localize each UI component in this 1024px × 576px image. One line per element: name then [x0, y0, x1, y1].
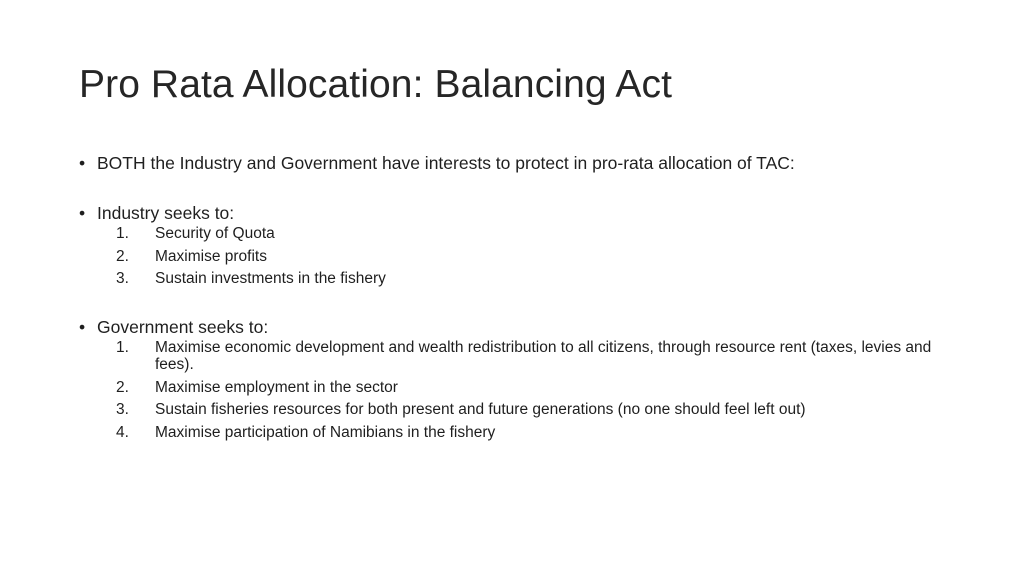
list-number: 3. [116, 270, 129, 287]
bullet-industry [79, 203, 949, 223]
bullet-text: Industry seeks to: [97, 203, 235, 223]
slide-title: Pro Rata Allocation: Balancing Act [79, 63, 673, 106]
slide-content [79, 153, 949, 446]
list-item [79, 225, 949, 242]
list-item [79, 401, 949, 418]
list-item-text: Maximise profits [155, 247, 267, 265]
bullet-text: Government seeks to: [97, 317, 269, 337]
list-item [79, 379, 949, 396]
list-item-text: Security of Quota [155, 225, 275, 242]
bullet-government [79, 317, 949, 337]
bullet-text: BOTH the Industry and Government have interests to protect in pro-rata allocation of TAC: [97, 153, 795, 173]
list-number: 2. [116, 247, 129, 265]
bullet-interests [79, 153, 949, 173]
list-item-text: Sustain investments in the fishery [155, 270, 386, 287]
list-item [79, 339, 949, 373]
industry-list [79, 225, 949, 287]
government-list [79, 339, 949, 441]
bullet-marker: • [79, 203, 86, 223]
list-item [79, 248, 949, 265]
list-item-text: Maximise participation of Namibians in the fishery [155, 423, 496, 441]
list-number: 2. [116, 378, 129, 396]
list-item-text: Sustain fisheries resources for both present and future generations (no one should feel left out) [155, 401, 806, 418]
list-number: 4. [116, 423, 129, 441]
list-item-text: Maximise employment in the sector [155, 378, 398, 396]
list-item-text: Maximise economic development and wealth redistribution to all citizens, through resource rent (taxes, levies and fees). [155, 339, 932, 373]
bullet-marker: • [79, 317, 86, 337]
bullet-marker: • [79, 153, 86, 173]
list-number: 1. [116, 225, 129, 242]
list-number: 3. [116, 401, 129, 418]
list-number: 1. [116, 339, 129, 356]
list-item [79, 424, 949, 441]
list-item [79, 270, 949, 287]
